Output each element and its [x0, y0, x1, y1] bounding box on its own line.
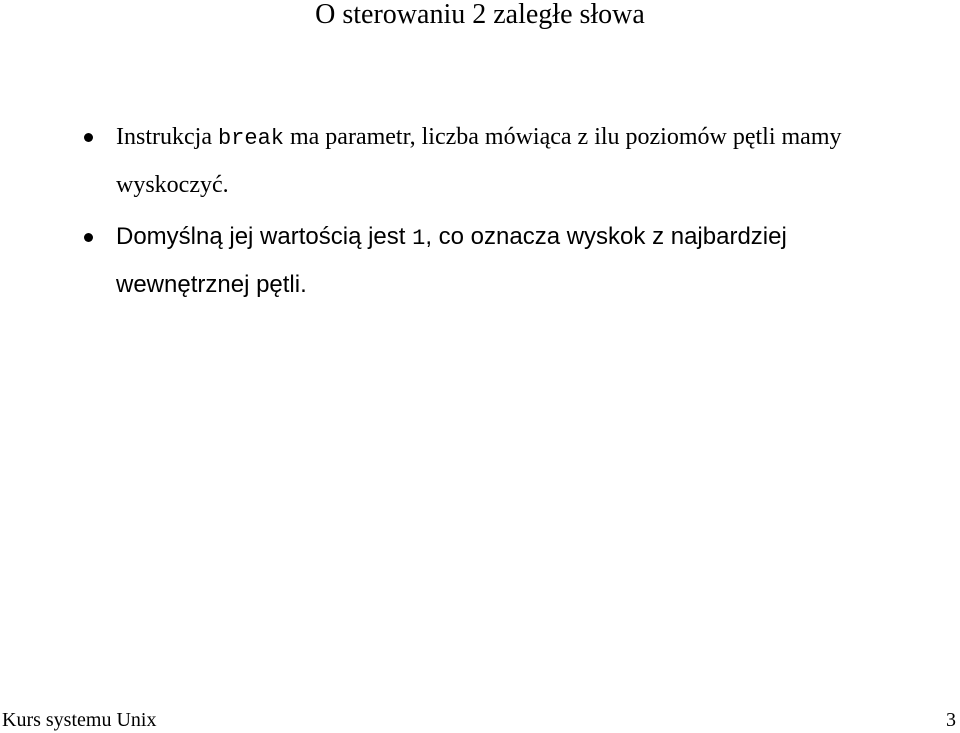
bullet-text-before: Instrukcja: [116, 124, 218, 150]
bullet-item-default-value: [82, 214, 902, 308]
bullet-item-break-parameter: [82, 114, 902, 208]
footer-course-name: Kurs systemu Unix: [2, 709, 157, 731]
inline-code-one: 1: [412, 226, 426, 251]
bullet-text-after: , co oznacza wyskok z najbardziej wewnętrznej pętli.: [116, 223, 787, 298]
bullet-text-after: ma parametr, liczba mówiąca z ilu poziomów pętli mamy wyskoczyć.: [116, 124, 842, 198]
bullet-list: [82, 122, 902, 308]
footer-page-number: 3: [946, 709, 956, 731]
slide-title: O sterowaniu 2 zaległe słowa: [315, 0, 645, 30]
inline-code-break: break: [217, 126, 284, 151]
bullet-dot-icon: [84, 133, 93, 142]
bullet-text-before: Domyślną jej wartością jest: [116, 223, 413, 250]
bullet-dot-icon: [84, 233, 93, 242]
